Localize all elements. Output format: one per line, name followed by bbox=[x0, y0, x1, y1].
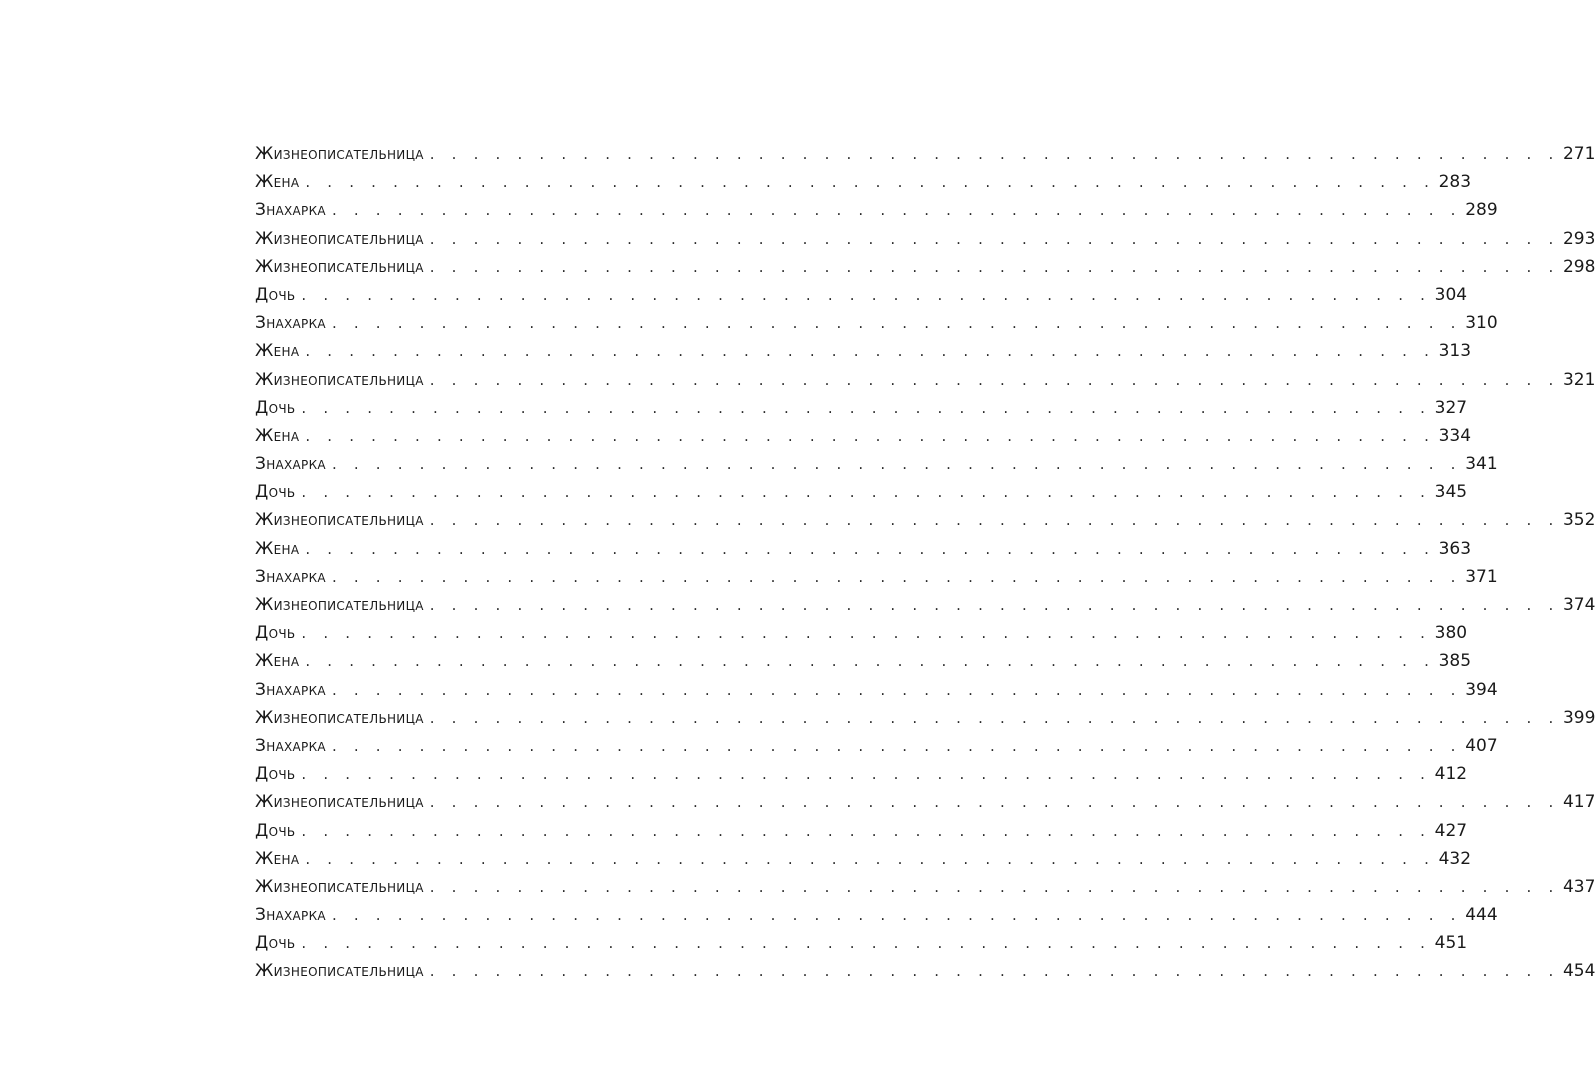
toc-dot-leader: . . . . . . . . . . . . . . . . . . . . . . . . . . . . . . . . . . . . . . . . . . . . . . . . . . . . bbox=[301, 398, 1432, 417]
toc-entry-title: Жена bbox=[255, 848, 300, 869]
toc-entry bbox=[255, 817, 1468, 845]
toc-dot-leader: . . . . . . . . . . . . . . . . . . . . . . . . . . . . . . . . . . . . . . . . . . . . . . . . . . . . bbox=[301, 821, 1432, 840]
toc-page-number: 417 bbox=[1562, 792, 1595, 813]
toc-dot-leader: . . . . . . . . . . . . . . . . . . . . . . . . . . . . . . . . . . . . . . . . . . . . . . . . . . . . bbox=[331, 201, 1462, 220]
toc-entry bbox=[255, 788, 1595, 816]
toc-dot-leader: . . . . . . . . . . . . . . . . . . . . . . . . . . . . . . . . . . . . . . . . . . . . . . . . . . . . bbox=[305, 539, 1436, 558]
toc-entry bbox=[255, 478, 1468, 506]
toc-entry-title: Дочь bbox=[255, 482, 296, 503]
toc-entry-title: Дочь bbox=[255, 284, 296, 305]
toc-entry-title: Дочь bbox=[255, 933, 296, 954]
toc-dot-leader: . . . . . . . . . . . . . . . . . . . . . . . . . . . . . . . . . . . . . . . . . . . . . . . . . . . . bbox=[429, 511, 1560, 530]
toc-dot-leader: . . . . . . . . . . . . . . . . . . . . . . . . . . . . . . . . . . . . . . . . . . . . . . . . . . . . bbox=[305, 426, 1436, 445]
toc-entry bbox=[255, 676, 1498, 704]
toc-entry-title: Жизнеописательница bbox=[255, 961, 424, 982]
toc-entry-title: Жизнеописательница bbox=[255, 256, 424, 277]
toc-page-number: 407 bbox=[1465, 735, 1498, 756]
toc-entry bbox=[255, 732, 1498, 760]
toc-entry-title: Знахарка bbox=[255, 454, 326, 475]
toc-dot-leader: . . . . . . . . . . . . . . . . . . . . . . . . . . . . . . . . . . . . . . . . . . . . . . . . . . . . bbox=[429, 877, 1560, 896]
toc-entry bbox=[255, 873, 1595, 901]
toc-entry-title: Знахарка bbox=[255, 566, 326, 587]
toc-page-number: 334 bbox=[1438, 425, 1472, 446]
toc-entry bbox=[255, 168, 1472, 196]
toc-entry bbox=[255, 704, 1595, 732]
toc-dot-leader: . . . . . . . . . . . . . . . . . . . . . . . . . . . . . . . . . . . . . . . . . . . . . . . . . . . . bbox=[305, 342, 1436, 361]
toc-dot-leader: . . . . . . . . . . . . . . . . . . . . . . . . . . . . . . . . . . . . . . . . . . . . . . . . . . . . bbox=[301, 483, 1432, 502]
toc-page-number: 374 bbox=[1562, 595, 1595, 615]
toc-dot-leader: . . . . . . . . . . . . . . . . . . . . . . . . . . . . . . . . . . . . . . . . . . . . . . . . . . . . bbox=[429, 229, 1560, 248]
toc-dot-leader: . . . . . . . . . . . . . . . . . . . . . . . . . . . . . . . . . . . . . . . . . . . . . . . . . . . . bbox=[429, 370, 1560, 389]
toc-entry bbox=[255, 760, 1468, 788]
toc-entry bbox=[255, 901, 1498, 929]
toc-page-number: 271 bbox=[1562, 144, 1595, 164]
toc-dot-leader: . . . . . . . . . . . . . . . . . . . . . . . . . . . . . . . . . . . . . . . . . . . . . . . . . . . . bbox=[331, 455, 1462, 474]
toc-entry-title: Дочь bbox=[255, 820, 296, 841]
toc-entry bbox=[255, 450, 1498, 478]
toc-entry bbox=[255, 506, 1595, 534]
toc-entry-title: Знахарка bbox=[255, 905, 326, 926]
toc-dot-leader: . . . . . . . . . . . . . . . . . . . . . . . . . . . . . . . . . . . . . . . . . . . . . . . . . . . . bbox=[301, 765, 1432, 784]
toc-entry bbox=[255, 845, 1472, 873]
toc-entry bbox=[255, 591, 1595, 619]
toc-entry bbox=[255, 563, 1498, 591]
toc-page-number: 352 bbox=[1562, 510, 1595, 531]
toc-page-number: 304 bbox=[1434, 284, 1468, 305]
toc-page-number: 313 bbox=[1438, 341, 1472, 362]
toc-entry bbox=[255, 140, 1595, 168]
toc-entry-title: Жена bbox=[255, 172, 300, 193]
toc-entry bbox=[255, 196, 1498, 224]
toc-dot-leader: . . . . . . . . . . . . . . . . . . . . . . . . . . . . . . . . . . . . . . . . . . . . . . . . . . . . bbox=[301, 934, 1432, 953]
toc-entry-title: Жизнеописательница bbox=[255, 707, 424, 728]
toc-page-number: 399 bbox=[1562, 707, 1595, 728]
toc-entry bbox=[255, 535, 1472, 563]
toc-dot-leader: . . . . . . . . . . . . . . . . . . . . . . . . . . . . . . . . . . . . . . . . . . . . . . . . . . . . bbox=[301, 285, 1432, 304]
toc-entry-title: Жизнеописательница bbox=[255, 369, 424, 390]
toc-entry bbox=[255, 929, 1468, 957]
toc-dot-leader: . . . . . . . . . . . . . . . . . . . . . . . . . . . . . . . . . . . . . . . . . . . . . . . . . . . . bbox=[429, 793, 1560, 812]
toc-entry bbox=[255, 337, 1472, 365]
toc-page-number: 394 bbox=[1465, 679, 1498, 700]
toc-entry-title: Жизнеописательница bbox=[255, 876, 424, 897]
toc-page-number: 412 bbox=[1434, 764, 1468, 785]
toc-entry-title: Дочь bbox=[255, 397, 296, 418]
toc-entry bbox=[255, 366, 1595, 394]
toc-entry-title: Жизнеописательница bbox=[255, 792, 424, 813]
toc-page-number: 283 bbox=[1438, 172, 1472, 193]
table-of-contents bbox=[255, 140, 1595, 986]
toc-dot-leader: . . . . . . . . . . . . . . . . . . . . . . . . . . . . . . . . . . . . . . . . . . . . . . . . . . . . bbox=[429, 145, 1560, 163]
toc-page-number: 293 bbox=[1562, 228, 1595, 249]
toc-entry-title: Жена bbox=[255, 651, 300, 672]
toc-page-number: 310 bbox=[1465, 313, 1498, 334]
toc-page-number: 437 bbox=[1562, 876, 1595, 897]
toc-entry-title: Жизнеописательница bbox=[255, 595, 424, 615]
toc-dot-leader: . . . . . . . . . . . . . . . . . . . . . . . . . . . . . . . . . . . . . . . . . . . . . . . . . . . . bbox=[331, 314, 1462, 333]
toc-page-number: 298 bbox=[1562, 256, 1595, 277]
toc-dot-leader: . . . . . . . . . . . . . . . . . . . . . . . . . . . . . . . . . . . . . . . . . . . . . . . . . . . . bbox=[305, 652, 1436, 671]
toc-page-number: 385 bbox=[1438, 651, 1472, 672]
toc-dot-leader: . . . . . . . . . . . . . . . . . . . . . . . . . . . . . . . . . . . . . . . . . . . . . . . . . . . . bbox=[429, 962, 1560, 981]
toc-dot-leader: . . . . . . . . . . . . . . . . . . . . . . . . . . . . . . . . . . . . . . . . . . . . . . . . . . . . bbox=[305, 173, 1436, 192]
toc-entry-title: Жизнеописательница bbox=[255, 144, 424, 164]
toc-entry bbox=[255, 422, 1472, 450]
toc-dot-leader: . . . . . . . . . . . . . . . . . . . . . . . . . . . . . . . . . . . . . . . . . . . . . . . . . . . . bbox=[331, 906, 1462, 925]
toc-entry-title: Жена bbox=[255, 538, 300, 559]
toc-dot-leader: . . . . . . . . . . . . . . . . . . . . . . . . . . . . . . . . . . . . . . . . . . . . . . . . . . . . bbox=[331, 680, 1462, 699]
toc-dot-leader: . . . . . . . . . . . . . . . . . . . . . . . . . . . . . . . . . . . . . . . . . . . . . . . . . . . . bbox=[305, 849, 1436, 868]
toc-dot-leader: . . . . . . . . . . . . . . . . . . . . . . . . . . . . . . . . . . . . . . . . . . . . . . . . . . . . bbox=[331, 567, 1462, 586]
toc-entry-title: Дочь bbox=[255, 623, 296, 644]
toc-entry bbox=[255, 647, 1472, 675]
toc-dot-leader: . . . . . . . . . . . . . . . . . . . . . . . . . . . . . . . . . . . . . . . . . . . . . . . . . . . . bbox=[331, 736, 1462, 755]
toc-page-number: 345 bbox=[1434, 482, 1468, 503]
toc-page-number: 427 bbox=[1434, 820, 1468, 841]
toc-entry-title: Знахарка bbox=[255, 735, 326, 756]
toc-page-number: 451 bbox=[1434, 933, 1468, 954]
toc-page-number: 321 bbox=[1562, 369, 1595, 390]
toc-page-number: 341 bbox=[1465, 454, 1498, 475]
toc-entry-title: Знахарка bbox=[255, 679, 326, 700]
toc-entry-title: Жизнеописательница bbox=[255, 228, 424, 249]
toc-page-number: 380 bbox=[1434, 623, 1468, 644]
toc-dot-leader: . . . . . . . . . . . . . . . . . . . . . . . . . . . . . . . . . . . . . . . . . . . . . . . . . . . . bbox=[301, 624, 1432, 643]
toc-dot-leader: . . . . . . . . . . . . . . . . . . . . . . . . . . . . . . . . . . . . . . . . . . . . . . . . . . . . bbox=[429, 257, 1560, 276]
toc-entry-title: Жизнеописательница bbox=[255, 510, 424, 531]
toc-entry bbox=[255, 253, 1595, 281]
toc-entry bbox=[255, 309, 1498, 337]
toc-dot-leader: . . . . . . . . . . . . . . . . . . . . . . . . . . . . . . . . . . . . . . . . . . . . . . . . . . . . bbox=[429, 596, 1560, 614]
toc-entry-title: Знахарка bbox=[255, 200, 326, 221]
toc-entry bbox=[255, 619, 1468, 647]
toc-entry-title: Дочь bbox=[255, 764, 296, 785]
toc-page-number: 444 bbox=[1465, 905, 1498, 926]
toc-entry-title: Жена bbox=[255, 425, 300, 446]
toc-page-number: 363 bbox=[1438, 538, 1472, 559]
toc-entry-title: Жена bbox=[255, 341, 300, 362]
toc-dot-leader: . . . . . . . . . . . . . . . . . . . . . . . . . . . . . . . . . . . . . . . . . . . . . . . . . . . . bbox=[429, 708, 1560, 727]
toc-page-number: 454 bbox=[1562, 961, 1595, 982]
toc-page-number: 371 bbox=[1465, 566, 1498, 587]
toc-page-number: 327 bbox=[1434, 397, 1468, 418]
toc-entry bbox=[255, 957, 1595, 985]
toc-entry bbox=[255, 394, 1468, 422]
toc-entry-title: Знахарка bbox=[255, 313, 326, 334]
toc-entry bbox=[255, 281, 1468, 309]
toc-page-number: 432 bbox=[1438, 848, 1472, 869]
toc-entry bbox=[255, 225, 1595, 253]
toc-page-number: 289 bbox=[1465, 200, 1498, 221]
